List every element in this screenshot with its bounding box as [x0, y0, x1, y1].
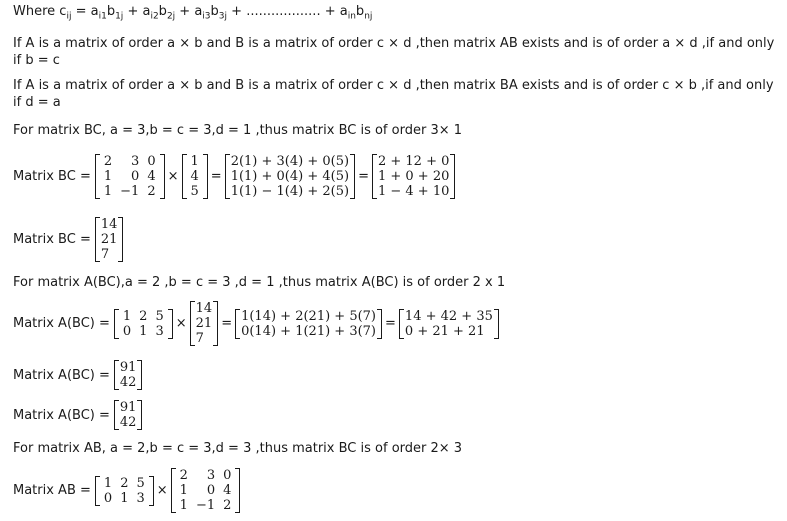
matrix-cell: 1	[139, 323, 148, 339]
matrix-cell: 14	[100, 217, 118, 232]
matrix-cell: 1	[103, 475, 113, 491]
abc-sum-matrix	[399, 309, 499, 339]
matrix-cell: 0	[122, 323, 132, 339]
times-sign: ×	[175, 316, 187, 331]
matrix-cell: 0	[147, 154, 156, 169]
matrix-cell: 2	[179, 468, 188, 483]
matrix-cell: 91	[119, 400, 137, 415]
abc-expanded-matrix	[235, 309, 382, 339]
matrix-cell: 1	[120, 490, 129, 506]
matrix-cell: 0(14) + 1(21) + 3(7)	[241, 323, 377, 339]
matrix-bc-factor	[190, 301, 219, 346]
matrix-cell: 1	[103, 184, 113, 199]
matrix-abc	[114, 400, 143, 430]
matrix-cell: −1	[120, 184, 140, 199]
bc-computation-row	[13, 154, 455, 199]
equals-sign: =	[358, 169, 369, 184]
matrix-cell: 4	[223, 483, 232, 498]
matrix-cell: 2(1) + 3(4) + 0(5)	[230, 154, 350, 169]
matrix-cell: 2	[147, 184, 156, 199]
matrix-cell: 3	[131, 154, 140, 169]
ab-label: Matrix AB =	[13, 483, 91, 498]
matrix-cell: 1	[122, 308, 132, 324]
bc-label: Matrix BC =	[13, 169, 91, 184]
matrix-b	[95, 154, 165, 199]
matrix-cell: 1 − 4 + 10	[377, 184, 450, 199]
matrix-abc	[114, 360, 143, 390]
matrix-cell: 21	[100, 232, 118, 247]
abc-order-text: For matrix A(BC),a = 2 ,b = c = 3 ,d = 1 ,thus matrix A(BC) is of order 2 x 1	[13, 275, 506, 290]
matrix-cell: 0	[131, 169, 140, 184]
matrix-cell: 4	[147, 169, 156, 184]
ab-order-text: For matrix AB, a = 2,b = c = 3,d = 3 ,thus matrix BC is of order 2× 3	[13, 441, 463, 456]
matrix-cell: 2 + 12 + 0	[377, 154, 450, 169]
matrix-bc	[95, 217, 124, 262]
matrix-cell: 14	[195, 301, 213, 316]
times-sign: ×	[167, 169, 179, 184]
matrix-cell: 3	[155, 323, 164, 339]
matrix-cell: 1	[179, 498, 188, 513]
ab-existence-rule: If A is a matrix of order a × b and B is a matrix of order c × d ,then matrix AB exists and is of order a × d ,if and only if b = c	[13, 36, 775, 68]
matrix-cell: 14 + 42 + 35	[404, 308, 493, 324]
equals-sign: =	[385, 316, 396, 331]
abc-result-label: Matrix A(BC) =	[13, 367, 110, 383]
bc-expanded-matrix	[225, 154, 355, 199]
matrix-cell: 1 + 0 + 20	[377, 169, 450, 184]
abc-result-row-2	[13, 400, 142, 430]
matrix-cell: 2	[223, 498, 232, 513]
matrix-cell: 5	[155, 308, 164, 324]
equals-sign: =	[221, 316, 233, 331]
summation-formula: Where $c_{ij} = a_{i1}b_{1j} + a_{i2}b_{2j} + a_{i3}b_{3j}$ + .................. + $a_{in}b_{nj}$	[13, 4, 373, 22]
matrix-cell: 5	[190, 184, 199, 199]
matrix-c	[182, 154, 208, 199]
matrix-cell: 0	[223, 468, 232, 483]
matrix-cell: 3	[136, 490, 145, 506]
matrix-cell: 2	[120, 475, 129, 491]
matrix-cell: 1(1) − 1(4) + 2(5)	[230, 184, 350, 199]
times-sign: ×	[156, 483, 168, 498]
abc-computation-row	[13, 301, 499, 346]
matrix-cell: 0 + 21 + 21	[404, 323, 485, 339]
abc-result-row-1	[13, 360, 142, 390]
matrix-cell: 7	[100, 247, 110, 262]
matrix-cell: 0	[103, 490, 113, 506]
abc-label: Matrix A(BC) =	[13, 316, 110, 331]
matrix-cell: 1(1) + 0(4) + 4(5)	[230, 169, 350, 184]
bc-result-label: Matrix BC =	[13, 232, 91, 247]
matrix-cell: 2	[103, 154, 113, 169]
abc-result-label: Matrix A(BC) =	[13, 407, 110, 423]
matrix-cell: 2	[139, 308, 148, 324]
bc-order-text: For matrix BC, a = 3,b = c = 3,d = 1 ,thus matrix BC is of order 3× 1	[13, 123, 463, 138]
bc-result-row	[13, 217, 123, 262]
matrix-cell: −1	[195, 498, 216, 513]
matrix-b	[171, 468, 241, 513]
matrix-cell: 91	[119, 360, 137, 375]
matrix-cell: 7	[195, 331, 204, 346]
bc-sum-matrix	[372, 154, 455, 199]
matrix-a	[114, 309, 173, 339]
matrix-a	[95, 476, 154, 506]
matrix-cell: 1	[103, 169, 113, 184]
matrix-cell: 4	[190, 169, 199, 184]
ba-existence-rule: If A is a matrix of order a × b and B is a matrix of order c × d ,then matrix BA exists and is of order c × b ,if and only if d = a	[13, 78, 774, 110]
matrix-cell: 1	[179, 483, 188, 498]
matrix-cell: 42	[119, 415, 137, 430]
equals-sign: =	[210, 169, 222, 184]
matrix-cell: 5	[136, 475, 145, 491]
matrix-cell: 0	[206, 483, 216, 498]
matrix-cell: 1	[190, 154, 199, 169]
matrix-cell: 42	[119, 375, 137, 390]
matrix-cell: 3	[206, 468, 216, 483]
matrix-cell: 1(14) + 2(21) + 5(7)	[241, 308, 377, 324]
matrix-cell: 21	[195, 316, 213, 331]
ab-computation-row	[13, 468, 240, 513]
